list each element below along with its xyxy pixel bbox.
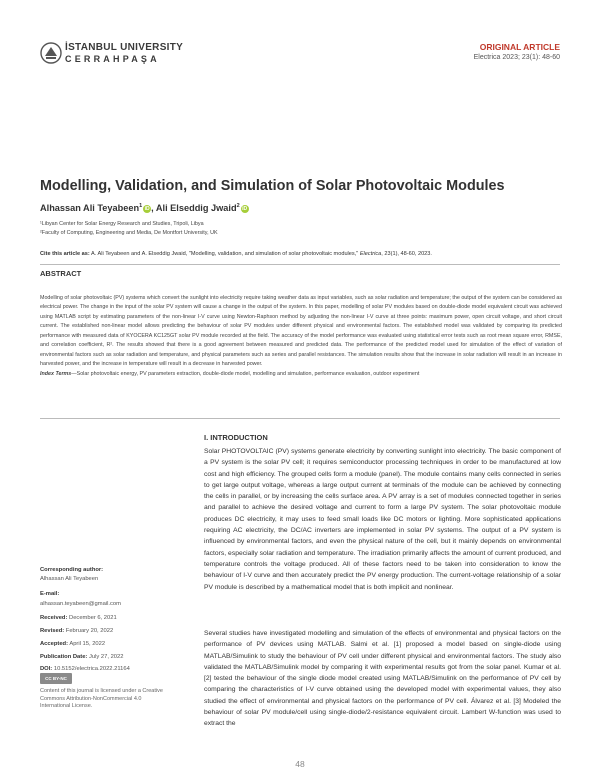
divider <box>40 264 560 265</box>
creative-commons-icon[interactable] <box>40 673 72 684</box>
index-terms: —Solar photovoltaic energy, PV parameters extraction, double-diode model, modelling and simulation, performance evaluation, outdoor experiment <box>71 370 420 377</box>
cite-journal: Electrica <box>359 251 382 257</box>
email-label: E-mail: <box>40 591 60 597</box>
orcid-icon[interactable]: iD <box>144 206 150 212</box>
abstract-body <box>40 294 562 379</box>
orcid-icon[interactable]: iD <box>242 206 248 212</box>
university-emblem-icon <box>40 42 62 64</box>
index-terms-label: Index Terms <box>40 370 72 377</box>
citation-line <box>40 251 570 257</box>
author-2-affil-marker: 2 <box>236 203 240 209</box>
publication-date: Publication Date: July 27, 2022 <box>40 654 124 660</box>
author-list <box>40 203 249 213</box>
cite-label: Cite this article as: <box>40 251 90 257</box>
license-text: Content of this journal is licensed under a Creative Commons Attribution-NonCommercial 4.0 International License. <box>40 688 163 710</box>
doi[interactable]: DOI: 10.5152/electrica.2022.21164 <box>40 666 130 672</box>
page-number: 48 <box>295 759 305 769</box>
author-2: Ali Elseddig Jwaid <box>155 203 237 213</box>
divider <box>40 418 560 419</box>
university-logo <box>40 40 184 66</box>
received-date: Received: December 6, 2021 <box>40 615 117 621</box>
email-link[interactable]: alhassan.teyabeen@gmail.com <box>40 601 121 607</box>
logo-line1: İSTANBUL UNIVERSITY <box>65 42 184 53</box>
cite-tail: , 23(1), 48-60, 2023. <box>381 251 432 257</box>
author-1-affil-marker: 1 <box>139 203 143 209</box>
abstract-heading: ABSTRACT <box>40 269 82 278</box>
body-paragraph: Solar PHOTOVOLTAIC (PV) systems generate electricity by converting sunlight into electricity. The basic component of a PV system is the solar PV cell; it requires semiconductor processing techniques in order to be manufactured at low cost and high efficiency. The grouped cells form a module (panel). The module contains many cells connected in series to get large output voltage, whereas a large output current at terminals of the module can be achieved by connecting the cells in parallel, or by increasing the cells surface area. A PV array is a set of modules connected together in series and parallel to achieve the desired voltage and current to form a large PV system. The solar photovoltaic module produces DC electricity, it may uses to feed small loads like DC motors or lighting. More sophisticated applications requiring AC electricity, the DC/AC inverters are implemented in solar PV systems. The output of a PV system is influenced by environmental factors, and even the physical nature of the cell, but it mainly depends on environmental factors, especially solar radiation and temperature. The irradiation primarily affects the amount of current produced, and temperature controls the voltage produced. All of these factors need to be taken into consideration to know the behaviour of I-V curve and then accurately predict the PV energy production. The current-voltage relationship of a solar PV module is described by a mathematical model that is both implicit and nonlinear. <box>204 448 561 591</box>
cc-badge-label: CC BY-NC <box>45 676 67 681</box>
article-type: ORIGINAL ARTICLE <box>479 42 560 52</box>
section-heading-introduction: I. INTRODUCTION <box>204 433 268 442</box>
accepted-date: Accepted: April 15, 2022 <box>40 641 106 647</box>
journal-reference: Electrica 2023; 23(1): 48-60 <box>473 54 560 61</box>
author-1: Alhassan Ali Teyabeen <box>40 203 140 213</box>
corresponding-author-label: Corresponding author: <box>40 567 104 573</box>
paper-title: Modelling, Validation, and Simulation of Solar Photovoltaic Modules <box>40 178 505 194</box>
affiliation-1: ¹Libyan Center for Solar Energy Research and Studies, Tripoli, Libya <box>40 221 204 227</box>
revised-date: Revised: February 20, 2022 <box>40 628 114 634</box>
author-separator: , <box>151 203 156 213</box>
body-paragraph: Several studies have investigated modelling and simulation of the effects of environmental and physical factors on the performance of PV devices using MATLAB. Salmi et al. [1] proposed a model based on single-diode using MATLAB/Simulink to study the behaviour of PV cell under different physical and environmental factors. The study also validated the MATLAB/Simulink model by comparing it with experimental results got from the solar panel. Kumar et al. [2] tested the behaviour of the single diode model created using MATLAB/Simulink on the performance of PV cell by comparing the characteristics of I-V curve obtained using the developed model with experimental values, they also studied the effect of environmental and physical factors on the performance of PV cell. Álvarez et al. [3] Modeled the behaviour of solar PV module/cell using single-diode/2-resistance equivalent circuit. Lambert W-function was used to extract the <box>204 630 561 728</box>
affiliation-2: ²Faculty of Computing, Engineering and Media, De Montfort University, UK <box>40 230 218 236</box>
abstract-text: Modelling of solar photovoltaic (PV) systems which convert the sunlight into electricity require taking weather data as input variables, such as solar radiation and temperature; the output of the system can be considered as electrical power. The change in the input of the solar PV system will cause a change in the output of the system. In this paper, modelling of solar PV modules based on double-diode model equivalent circuit was achieved using MATLAB script by estimating parameters of the non-linear I-V curve using Newton-Raphson method by adjusting the non-linear I-V curve at three points: maximum power, open circuit voltage, and short circuit current. The established non-linear model allows predicting the behaviour of solar PV modules under different physical and environmental factors. The established model was validated by comparing its predicted performance with measured data of KYOCERA KC125GT solar PV module recorded at the field. The accuracy of the model performance was evaluated using statistical error tests such as root mean square error, RMSE, and correlation coefficient, R². The results showed that there is a good agreement between measured and predicted data. The performance of the predicted model used for simulation of the effect of variation of environmental factors such as solar radiation and temperature, and physical parameters such as series and parallel resistances. The simulation results show that the increase in solar radiation will result in an increase in harvested power, and the increase in temperature will result in a decrease in harvested power. <box>40 295 562 368</box>
logo-line2: CERRAHPAŞA <box>65 54 160 64</box>
corresponding-author-name: Alhassan Ali Teyabeen <box>40 576 99 582</box>
cite-text: A. Ali Teyabeen and A. Elseddig Jwaid, "Modelling, validation, and simulation of solar photovoltaic modules," <box>91 251 359 257</box>
